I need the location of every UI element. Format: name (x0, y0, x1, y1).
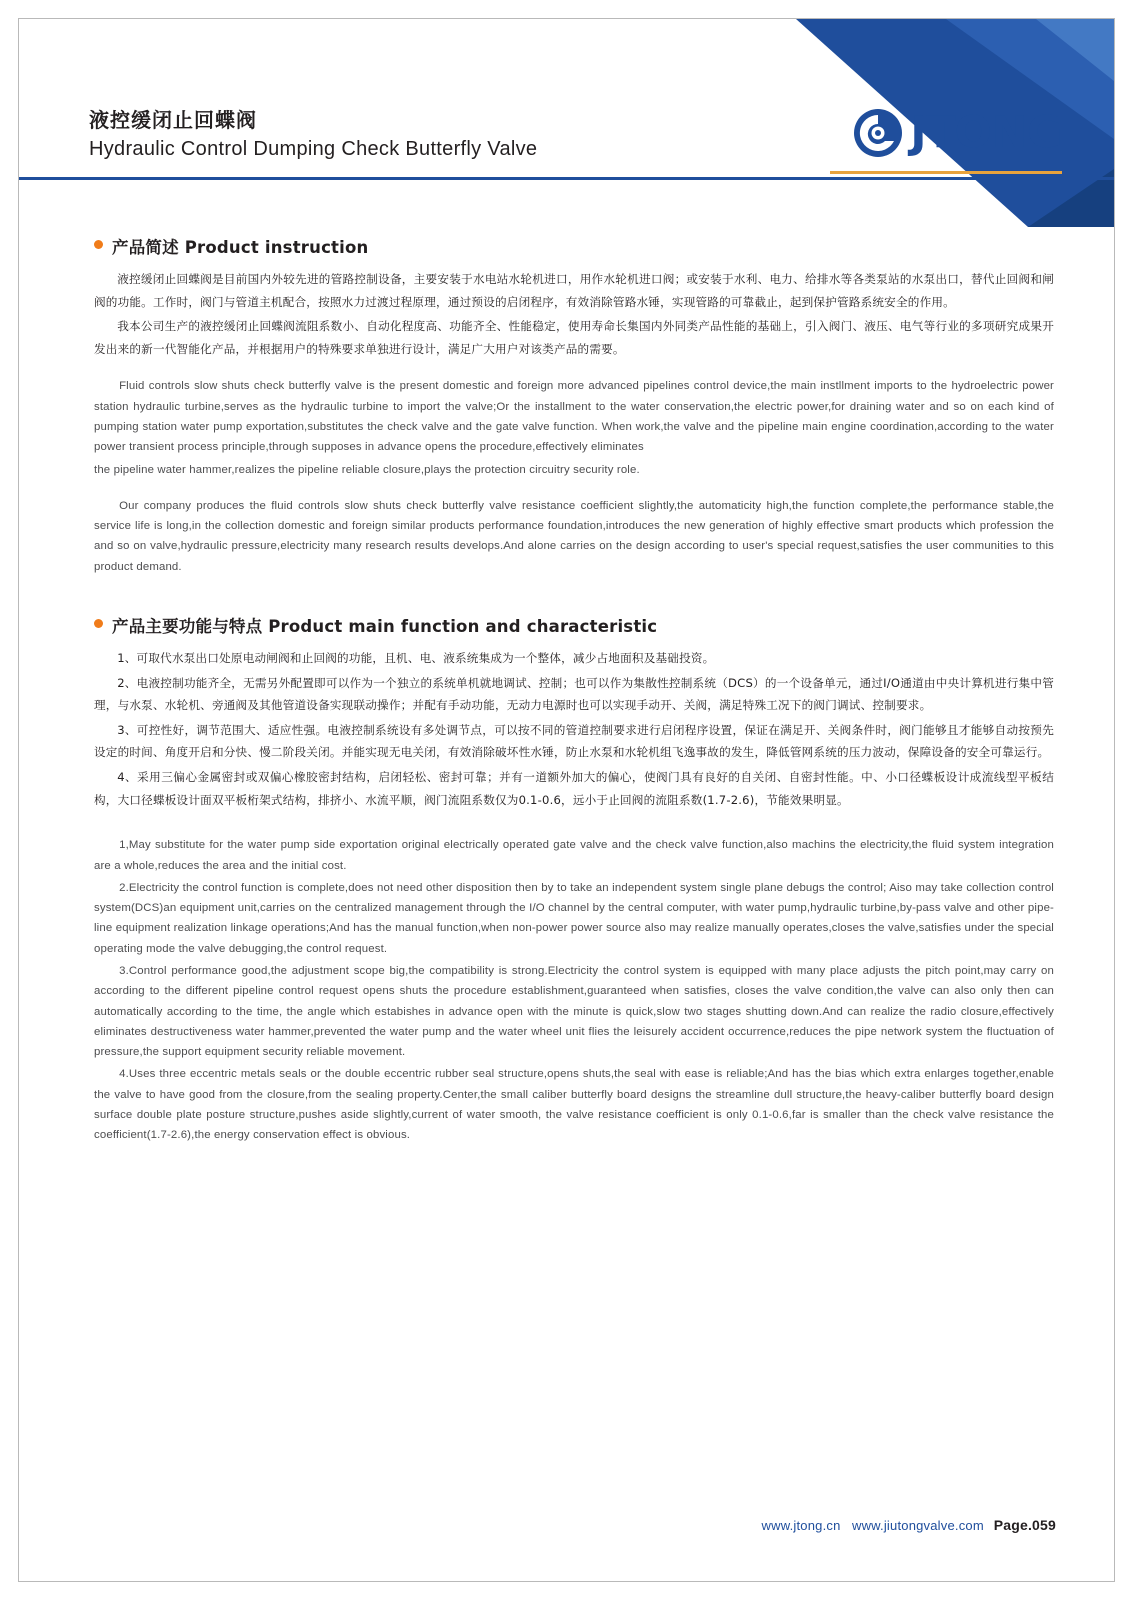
page-title-en: Hydraulic Control Dumping Check Butterfly Valve (89, 138, 538, 160)
paragraph-cn: 2、电液控制功能齐全，无需另外配置即可以作为一个独立的系统单机就地调试、控制；也可以作为集散性控制系统（DCS）的一个设备单元，通过I/O通道由中央计算机进行集中管理，与水泵、水轮机、旁通阀及其他管道设备实现联动操作；并配有手动功能，无动力电源时也可以实现手动开、关阀，满足特殊工况下的阀门调试、控制要求。 (94, 675, 1054, 713)
page-header (19, 19, 1114, 179)
paragraph-cn: 3、可控性好，调节范围大、适应性强。电液控制系统设有多处调节点，可以按不同的管道控制要求进行启闭程序设置，保证在满足开、关阀条件时，阀门能够且才能够自动按预先设定的时间、角度开启和分快、慢二阶段关闭。并能实现无电关闭，有效消除破坏性水锤，防止水泵和水轮机组飞逸事故的发生，降低管网系统的压力波动，保障设备的安全可靠运行。 (94, 722, 1054, 760)
section-heading-product-instruction: 产品简述 Product instruction (94, 234, 1054, 258)
company-logo (852, 107, 1062, 159)
page-title-cn: 液控缓闭止回蝶阀 (89, 108, 257, 132)
document-page (18, 18, 1115, 1582)
paragraph-cn: 1、可取代水泵出口处原电动闸阀和止回阀的功能，且机、电、液系统集成为一个整体，减少占地面积及基础投资。 (117, 651, 715, 666)
paragraph-cn: 我本公司生产的液控缓闭止回蝶阀流阻系数小、自动化程度高、功能齐全、性能稳定，使用寿命长集国内外同类产品性能的基础上，引入阀门、液压、电气等行业的多项研究成果开发出来的新一代智能化产品，并根据用户的特殊要求单独进行设计，满足广大用户对该类产品的需要。 (94, 319, 1054, 356)
footer-url-secondary[interactable]: www.jiutongvalve.com (851, 1518, 984, 1533)
section-heading-product-function: 产品主要功能与特点 Product main function and characteristic (94, 613, 1054, 637)
paragraph-cn: 液控缓闭止回蝶阀是目前国内外较先进的管路控制设备，主要安装于水电站水轮机进口，用作水轮机进口阀；或安装于水利、电力、给排水等各类泵站的水泵出口，替代止回阀和闸阀的功能。工作时，阀门与管道主机配合，按照水力过渡过程原理，通过预设的启闭程序，有效消除管路水锤，实现管路的可靠截止，起到保护管路系统安全的作用。 (94, 272, 1054, 309)
paragraph-en: 4.Uses three eccentric metals seals or the double eccentric rubber seal structure,opens shuts,the seal with ease is reliable;And has the bias which extra enlarges together,enable the valve to have good from the closure,from the sealing property.Center,the small caliber butterfly board designs the streamline dull structure,the heavy-caliber butterfly board design surface double plate posture structure,pushes aside slightly,current of water smooth, the valve resistance coefficient is only 0.1-0.6,far is smaller than the check valve resistance the coefficient(1.7-2.6),the energy conservation effect is obvious. (94, 1068, 1054, 1142)
footer-url-primary[interactable]: www.jtong.cn (761, 1518, 841, 1533)
paragraph-en: 2.Electricity the control function is complete,does not need other disposition then by to take an independent system single plane debugs the control; Aiso may take collection control system(DCS)an equipment unit,carries on the centralized management through the I/O channel by the central computer, with water pump,hydraulic turbine,by-pass valve and other pipe-line equipment realization linkage operations;And has the manual function,when non-power power source also may realize manually operates,closes the valve,satisfies under the special operating mode the valve debugging,the control request. (94, 881, 1054, 955)
paragraph-en: the pipeline water hammer,realizes the pipeline reliable closure,plays the protection circuitry security role. (94, 463, 640, 476)
page-number: Page.059 (993, 1517, 1056, 1533)
paragraph-cn: 4、采用三偏心金属密封或双偏心橡胶密封结构，启闭轻松、密封可靠；并有一道额外加大的偏心，使阀门具有良好的自关闭、自密封性能。中、小口径蝶板设计成流线型平板结构，大口径蝶板设计面双平板桁架式结构，排挤小、水流平顺，阀门流阻系数仅为0.1-0.6，远小于止回阀的流阻系数(1.7-2.6)，节能效果明显。 (94, 770, 1054, 807)
jtong-swirl-icon (852, 107, 904, 159)
document-content (94, 234, 1054, 1148)
header-divider (19, 177, 1114, 180)
paragraph-en: Our company produces the fluid controls slow shuts check butterfly valve resistance coefficient slightly,the automaticity high,the function complete,the performance stable,the service life is long,in the collection domestic and foreign similar products performance foundation,introduces the new generation of highly effective smart products which profession the and so on valve,hydraulic pressure,electricity many research results develops.And alone carries on the design according to user's special request,satisfies the user communities to this product demand. (94, 499, 1054, 573)
paragraph-en: 3.Control performance good,the adjustment scope big,the compatibility is strong.Electricity the control system is equipped with many place adjusts the pitch point,may carry on according to the different pipeline control request opens shuts the procedure establishment,guaranteed when satisfies, closes the valve condition,the valve can also only then can automatically according to the time, the angle which estabishes in advance open with the minute is quick,slow two stages shutting down.And can realize the radio closure,effectively eliminates destructiveness water hammer,prevented the water pump and the water wheel unit flies the leisurely accident occurrence,reduces the pipe network system the fluctuation of pressure,the support equipment security reliable movement. (94, 964, 1054, 1059)
page-footer (762, 1517, 1056, 1533)
logo-underline (830, 171, 1062, 174)
title-block (89, 107, 537, 163)
logo-wordmark: JTONG (910, 107, 1062, 158)
paragraph-en: 1,May substitute for the water pump side exportation original electrically operated gate valve and the check valve function,also machins the electricity,the fluid system integration are a whole,reduces the area and the initial cost. (94, 839, 1054, 872)
paragraph-en: Fluid controls slow shuts check butterfly valve is the present domestic and foreign more advanced pipelines control device,the main instllment imports to the hydroelectric power station hydraulic turbine,serves as the hydraulic turbine to import the valve;Or the installment to the water conservation,the electric power,for draining water and so on each kind of pumping station water pump exportation,substitutes the check valve and the gate valve function. When work,the valve and the pipeline main engine coordination,according to the water power transient process principle,through supposes in advance opens the procedure,effectively eliminates (94, 380, 1054, 454)
